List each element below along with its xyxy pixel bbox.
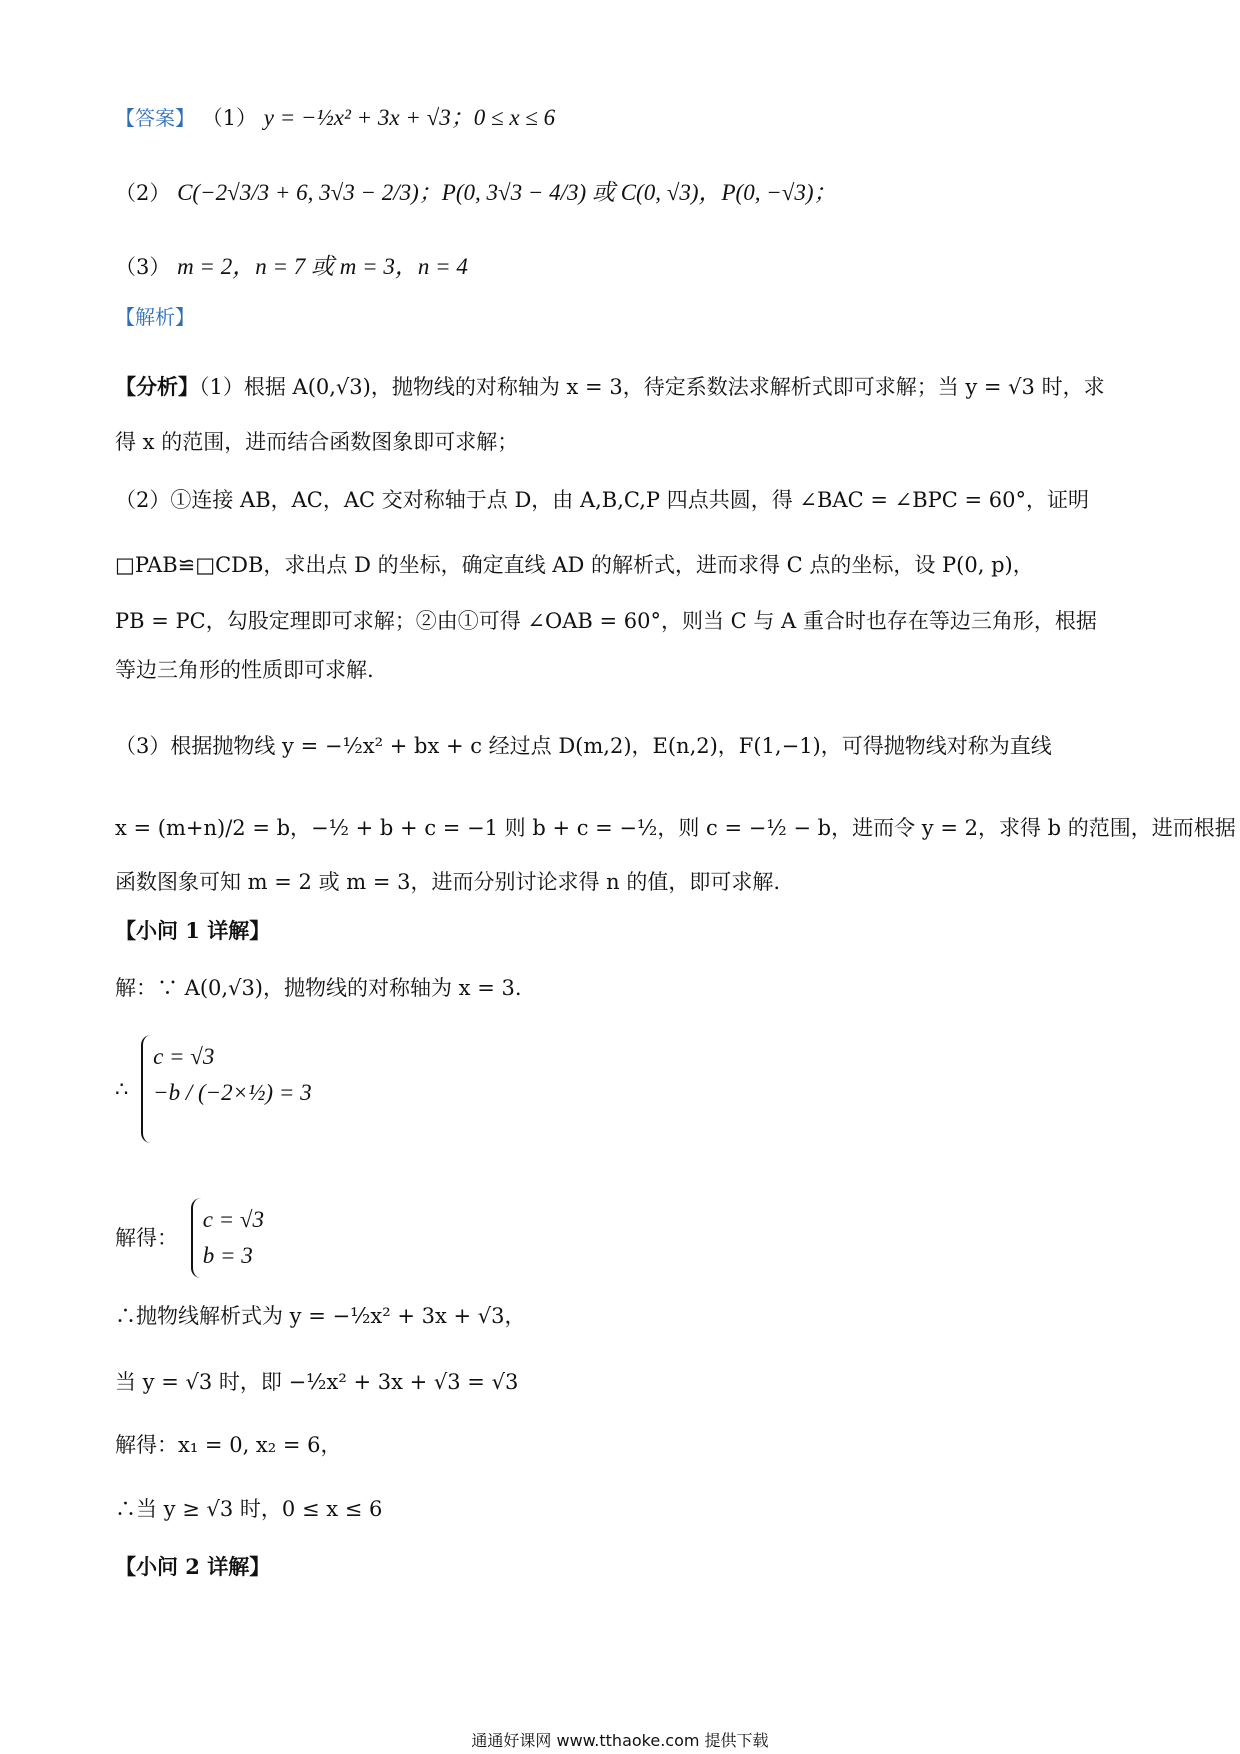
analysis-line-9 xyxy=(115,867,780,897)
analysis-line-5 xyxy=(115,606,1097,636)
system-equation-1: c = √3 xyxy=(153,1044,215,1069)
q2-title-text: 【小问 2 详解】 xyxy=(115,1554,271,1579)
answer-tag: 【答案】 xyxy=(115,106,195,130)
fenxi-label: 【分析】 xyxy=(115,374,199,399)
q1-solve-text: 解得：x₁ = 0, x₂ = 6， xyxy=(115,1433,342,1457)
q1-title-text: 【小问 1 详解】 xyxy=(115,918,271,943)
result-system xyxy=(191,1198,264,1278)
analysis-line-4 xyxy=(115,550,1034,580)
q1-when-line xyxy=(115,1367,518,1397)
answer-line-2 xyxy=(115,178,837,208)
jie-de-label: 解得： xyxy=(115,1226,178,1250)
equation-system xyxy=(141,1035,312,1143)
analysis-heading xyxy=(115,302,195,332)
analysis-line-7 xyxy=(115,731,1052,761)
answer-part-3-prefix: （3） xyxy=(115,255,171,279)
analysis-line-1 xyxy=(115,372,1105,402)
analysis-line-2 xyxy=(115,427,518,457)
q1-when-text: 当 y = √3 时，即 −½x² + 3x + √3 = √3 xyxy=(115,1370,519,1394)
answer-part-2-prefix: （2） xyxy=(115,181,171,205)
result-equation-2: b = 3 xyxy=(202,1243,253,1268)
analysis-line-8 xyxy=(115,813,1236,843)
answer-part-2-formula: C(−2√3/3 + 6, 3√3 − 2/3)；P(0, 3√3 − 4/3) 或 C(0, √3)，P(0, −√3)； xyxy=(177,180,837,205)
analysis-text-3: （2）①连接 AB，AC，AC 交对称轴于点 D，由 A,B,C,P 四点共圆，得 ∠BAC = ∠BPC = 60°，证明 xyxy=(115,488,1089,512)
analysis-text-8: x = (m+n)/2 = b，−½ + b + c = −1 则 b + c = −½，则 c = −½ − b，进而令 y = 2，求得 b 的范围，进而根据 xyxy=(115,816,1236,840)
result-equation-1: c = √3 xyxy=(202,1207,265,1232)
analysis-line-6 xyxy=(115,655,374,685)
answer-part-3-formula: m = 2，n = 7 或 m = 3，n = 4 xyxy=(177,254,468,279)
system-equation-2: −b / (−2×½) = 3 xyxy=(153,1080,312,1105)
analysis-text-5: PB = PC，勾股定理即可求解；②由①可得 ∠OAB = 60°，则当 C 与 A 重合时也存在等边三角形，根据 xyxy=(115,609,1097,633)
page-footer: 通通好课网 www.tthaoke.com 提供下载 xyxy=(471,1731,769,1750)
q1-title xyxy=(115,916,270,946)
analysis-text-6: 等边三角形的性质即可求解. xyxy=(115,658,374,682)
answer-part-1-prefix: （1） xyxy=(201,106,258,130)
q1-solve-line xyxy=(115,1430,342,1460)
analysis-text-9: 函数图象可知 m = 2 或 m = 3，进而分别讨论求得 n 的值，即可求解. xyxy=(115,870,781,894)
q1-parabola-text: ∴抛物线解析式为 y = −½x² + 3x + √3， xyxy=(115,1304,526,1328)
analysis-text-1: （1）根据 A(0,√3)，抛物线的对称轴为 x = 3，待定系数法求解析式即可求解；当 y = √3 时，求 xyxy=(199,375,1105,399)
analysis-tag: 【解析】 xyxy=(115,305,195,329)
analysis-line-3 xyxy=(115,485,1089,515)
analysis-text-2: 得 x 的范围，进而结合函数图象即可求解； xyxy=(115,430,519,454)
q1-system xyxy=(115,1035,312,1143)
q1-parabola-line xyxy=(115,1301,526,1331)
analysis-text-4: □PAB≌□CDB，求出点 D 的坐标，确定直线 AD 的解析式，进而求得 C 点的坐标，设 P(0, p)， xyxy=(115,553,1034,577)
therefore-symbol: ∴ xyxy=(115,1077,129,1101)
q1-solution-line xyxy=(115,973,522,1003)
q1-result xyxy=(115,1198,264,1278)
q1-solution-text: 解：∵ A(0,√3)，抛物线的对称轴为 x = 3. xyxy=(115,976,522,1000)
q1-conclusion-line xyxy=(115,1494,382,1524)
q2-title xyxy=(115,1552,270,1582)
answer-part-1-formula: y = −½x² + 3x + √3；0 ≤ x ≤ 6 xyxy=(263,105,556,130)
analysis-text-7: （3）根据抛物线 y = −½x² + bx + c 经过点 D(m,2)，E(n,2)，F(1,−1)，可得抛物线对称为直线 xyxy=(115,734,1052,758)
answer-line-3 xyxy=(115,252,468,282)
q1-conclusion-text: ∴当 y ≥ √3 时，0 ≤ x ≤ 6 xyxy=(115,1497,383,1521)
answer-line-1 xyxy=(115,103,555,133)
